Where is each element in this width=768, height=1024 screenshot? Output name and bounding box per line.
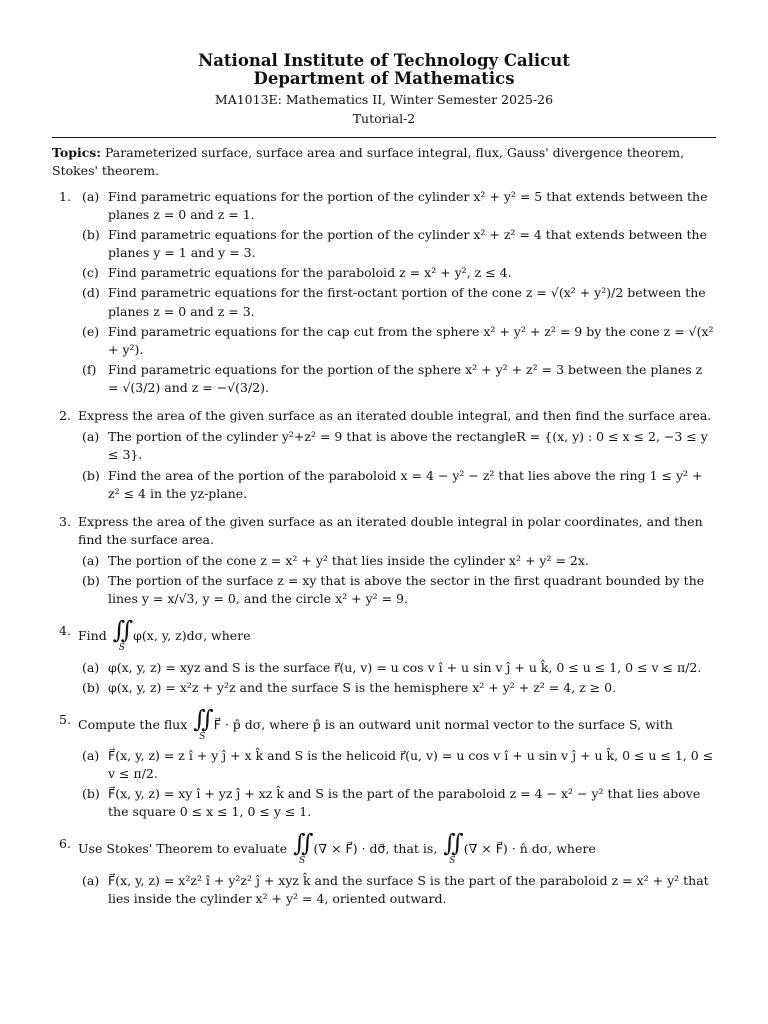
question-number: 1. [59,188,71,204]
sub-label: (b) [82,573,100,589]
question-text: Express the area of the given surface as an iterated double integral in polar coordinates, and then find the surface area. [78,513,703,547]
sub-label: (b) [82,227,100,243]
question-3 [52,513,716,609]
question-2b [78,467,716,503]
question-1b [78,226,716,262]
sub-label: (b) [82,467,100,483]
question-5b [78,785,716,821]
sub-text: Find parametric equations for the portion of the cylinder x² + y² = 5 that extends between the planes z = 0 and z = 1. [108,188,708,222]
sub-text: The portion of the cone z = x² + y² that lies inside the cylinder x² + y² = 2x. [108,553,589,569]
topics [52,144,716,180]
sub-label: (e) [82,323,100,339]
sub-label: (d) [82,285,100,301]
integral-limit: S [299,856,306,867]
question-4 [52,618,716,696]
header [52,52,716,129]
surface-integral [111,618,129,655]
sub-text: Find parametric equations for the portion of the cylinder x² + z² = 4 that extends between the planes y = 1 and y = 3. [108,227,707,261]
integral-limit: S [199,731,206,742]
double-integral-sign: ∬ [112,616,128,645]
question-2a [78,428,716,464]
question-prefix: Use Stokes' Theorem to evaluate [78,841,288,857]
department-name: Department of Mathematics [253,69,515,89]
sub-label: (a) [82,659,100,675]
sub-text: F⃗(x, y, z) = z î + y ĵ + x k̂ and S is the helicoid r⃗(u, v) = u cos v î + u sin v ĵ + u k̂, 0 ≤ u ≤ 1, 0 ≤ v ≤ π/2. [108,747,714,782]
question-5a [78,747,716,783]
question-middle: (∇ × F⃗) · dσ⃗, that is, [313,841,438,857]
question-number: 3. [59,513,71,529]
sub-label: (a) [82,872,100,888]
sub-label: (a) [82,188,100,204]
sub-text: Find parametric equations for the first-octant portion of the cone z = √(x² + y²)/2 between the planes z = 0 and z = 3. [108,285,706,319]
tutorial-sheet [52,52,716,908]
question-text [78,831,716,868]
question-suffix: φ(x, y, z)dσ, where [133,628,251,644]
question-text [78,704,716,744]
sub-text: F⃗(x, y, z) = x²z² î + y²z² ĵ + xyz k̂ and the surface S is the part of the paraboloid z = x² + y² that lies inside the cylinder x² + y² = 4, oriented outward. [108,872,709,906]
sub-label: (f) [82,361,97,377]
question-1f [78,361,716,397]
question-3a [78,552,716,570]
question-number: 2. [59,408,71,424]
tutorial-title: Tutorial-2 [352,111,416,127]
question-suffix: F⃗ · p̂ dσ, where p̂ is an outward unit normal vector to the surface S, with [213,716,673,732]
sub-text: F⃗(x, y, z) = xy î + yz ĵ + xz k̂ and S is the part of the paraboloid z = 4 − x² − y² that lies above the square 0 ≤ x ≤ 1, 0 ≤ y ≤ 1. [108,786,701,820]
double-integral-sign: ∬ [193,704,208,733]
sub-text: φ(x, y, z) = xyz and S is the surface r⃗(u, v) = u cos v î + u sin v ĵ + u k̂, 0 ≤ u ≤ 1, 0 ≤ v ≤ π/2. [108,659,702,675]
sub-text: The portion of the cylinder y²+z² = 9 that is above the rectangleR = {(x, y) : 0 ≤ x ≤ 2, −3 ≤ y ≤ 3}. [108,429,708,463]
sub-label: (a) [82,429,100,445]
question-1 [52,188,716,397]
sub-label: (c) [82,265,99,281]
question-4b [78,679,716,697]
topics-text: Parameterized surface, surface area and surface integral, flux, Gauss' divergence theorem, Stokes' theorem. [52,144,685,178]
double-integral-sign: ∬ [293,829,308,858]
question-5 [52,704,716,822]
double-integral-sign: ∬ [443,829,458,858]
sub-text: Find parametric equations for the cap cut from the sphere x² + y² + z² = 9 by the cone z = √(x² + y²). [108,323,714,357]
question-text: Express the area of the given surface as an iterated double integral, and then find the surface area. [78,408,712,424]
integral-limit: S [449,856,456,867]
course-title: MA1013E: Mathematics II, Winter Semester 2025-26 [214,92,554,108]
sub-text: φ(x, y, z) = x²z + y²z and the surface S is the hemisphere x² + y² + z² = 4, z ≥ 0. [108,679,617,695]
question-1e [78,323,716,359]
surface-integral-1 [291,831,309,868]
question-2 [52,407,716,503]
sub-text: Find the area of the portion of the paraboloid x = 4 − y² − z² that lies above the ring 1 ≤ y² + z² ≤ 4 in the yz-plane. [108,467,703,501]
question-number: 4. [59,623,71,639]
sub-label: (a) [82,747,100,763]
sub-text: The portion of the surface z = xy that is above the sector in the first quadrant bounded by the lines y = x/√3, y = 0, and the circle x² + y² = 9. [108,573,705,607]
question-prefix: Find [78,628,107,644]
question-6 [52,831,716,907]
topics-label: Topics: [52,144,101,160]
surface-integral-2 [441,831,459,868]
integral-limit: S [118,643,125,654]
question-number: 5. [59,711,71,727]
question-suffix: (∇ × F⃗) · n̂ dσ, where [463,841,596,857]
question-text [78,618,716,655]
question-prefix: Compute the flux [78,716,188,732]
header-rule [52,137,716,138]
sub-text: Find parametric equations for the portion of the sphere x² + y² + z² = 3 between the planes z = √(3/2) and z = −√(3/2). [108,361,703,396]
question-1c [78,264,716,282]
question-1d [78,284,716,320]
sub-text: Find parametric equations for the paraboloid z = x² + y², z ≤ 4. [108,265,512,281]
question-4a [78,659,716,677]
institute-name: National Institute of Technology Calicut [198,51,570,70]
question-6a [78,872,716,908]
sub-label: (b) [82,786,100,802]
question-number: 6. [59,836,71,852]
question-1a [78,188,716,224]
question-3b [78,572,716,608]
sub-label: (a) [82,553,100,569]
sub-label: (b) [82,679,100,695]
surface-integral [191,704,209,744]
